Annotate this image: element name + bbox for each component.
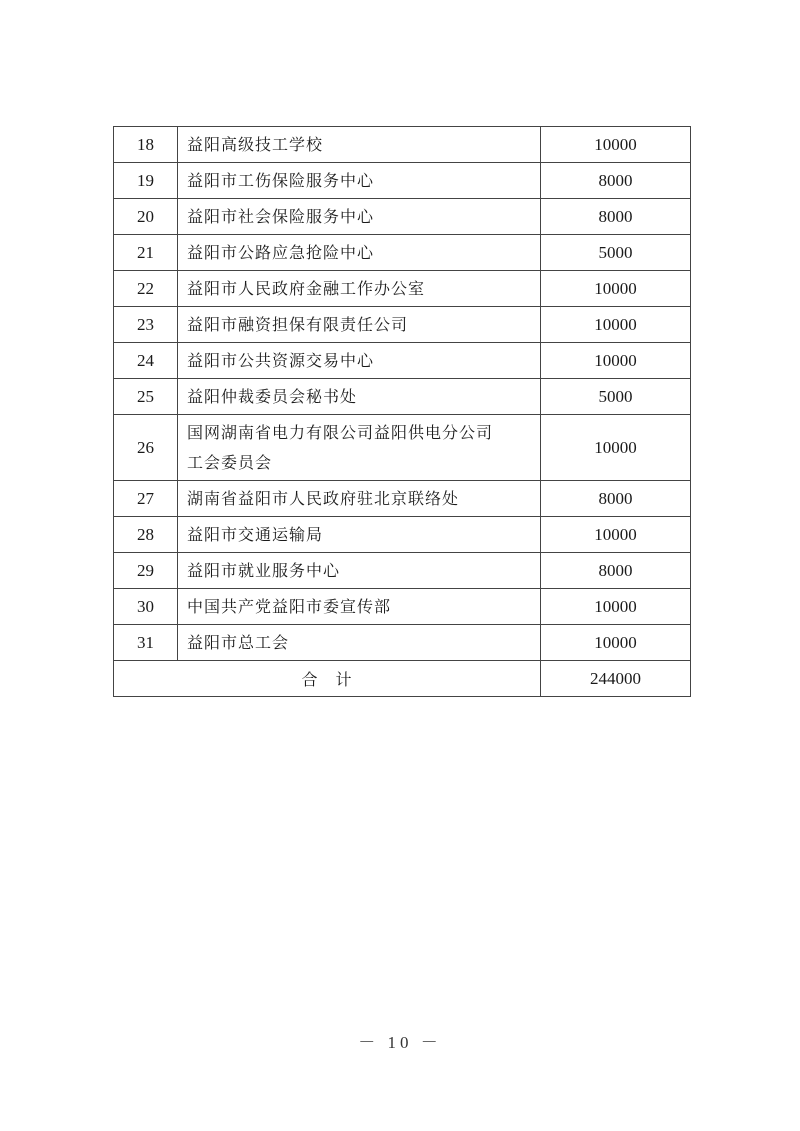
table-row — [114, 343, 691, 379]
row-number: 20 — [114, 199, 178, 235]
table-row — [114, 271, 691, 307]
amount-value: 10000 — [541, 271, 691, 307]
organization-name: 益阳市融资担保有限责任公司 — [178, 307, 541, 343]
organization-name: 益阳市总工会 — [178, 625, 541, 661]
total-label: 合 计 — [114, 661, 541, 697]
table-row — [114, 127, 691, 163]
row-number: 21 — [114, 235, 178, 271]
amount-value: 8000 — [541, 199, 691, 235]
table-row — [114, 415, 691, 481]
amount-value: 10000 — [541, 127, 691, 163]
amount-value: 10000 — [541, 307, 691, 343]
table-row — [114, 517, 691, 553]
amount-value: 5000 — [541, 235, 691, 271]
organization-name: 益阳市就业服务中心 — [178, 553, 541, 589]
amount-value: 10000 — [541, 517, 691, 553]
table-row — [114, 199, 691, 235]
row-number: 18 — [114, 127, 178, 163]
organization-name: 益阳市社会保险服务中心 — [178, 199, 541, 235]
organization-name: 益阳市公路应急抢险中心 — [178, 235, 541, 271]
table-row — [114, 625, 691, 661]
row-number: 27 — [114, 481, 178, 517]
organization-name: 益阳高级技工学校 — [178, 127, 541, 163]
row-number: 26 — [114, 415, 178, 481]
row-number: 30 — [114, 589, 178, 625]
row-number: 23 — [114, 307, 178, 343]
organization-name: 益阳市人民政府金融工作办公室 — [178, 271, 541, 307]
row-number: 24 — [114, 343, 178, 379]
row-number: 31 — [114, 625, 178, 661]
row-number: 25 — [114, 379, 178, 415]
row-number: 22 — [114, 271, 178, 307]
organization-name: 益阳市工伤保险服务中心 — [178, 163, 541, 199]
total-amount: 244000 — [541, 661, 691, 697]
organization-name-line: 工会委员会 — [187, 452, 273, 472]
organization-name: 益阳市公共资源交易中心 — [178, 343, 541, 379]
table-row — [114, 553, 691, 589]
amount-value: 10000 — [541, 625, 691, 661]
amount-value: 8000 — [541, 481, 691, 517]
amount-value: 10000 — [541, 589, 691, 625]
organization-name: 益阳仲裁委员会秘书处 — [178, 379, 541, 415]
amount-value: 5000 — [541, 379, 691, 415]
table-row — [114, 163, 691, 199]
organization-name: 中国共产党益阳市委宣传部 — [178, 589, 541, 625]
amount-value: 10000 — [541, 415, 691, 481]
page-number: － 10 － — [358, 1033, 442, 1052]
amount-value: 8000 — [541, 553, 691, 589]
organization-name: 湖南省益阳市人民政府驻北京联络处 — [178, 481, 541, 517]
allocation-table-container — [113, 126, 690, 697]
allocation-table — [113, 126, 691, 697]
row-number: 19 — [114, 163, 178, 199]
table-row — [114, 307, 691, 343]
amount-value: 10000 — [541, 343, 691, 379]
table-row — [114, 589, 691, 625]
amount-value: 8000 — [541, 163, 691, 199]
organization-name-line: 国网湖南省电力有限公司益阳供电分公司 — [187, 422, 494, 442]
table-row — [114, 481, 691, 517]
table-row — [114, 379, 691, 415]
organization-name — [178, 415, 541, 481]
total-row — [114, 661, 691, 697]
organization-name: 益阳市交通运输局 — [178, 517, 541, 553]
row-number: 28 — [114, 517, 178, 553]
table-row — [114, 235, 691, 271]
row-number: 29 — [114, 553, 178, 589]
